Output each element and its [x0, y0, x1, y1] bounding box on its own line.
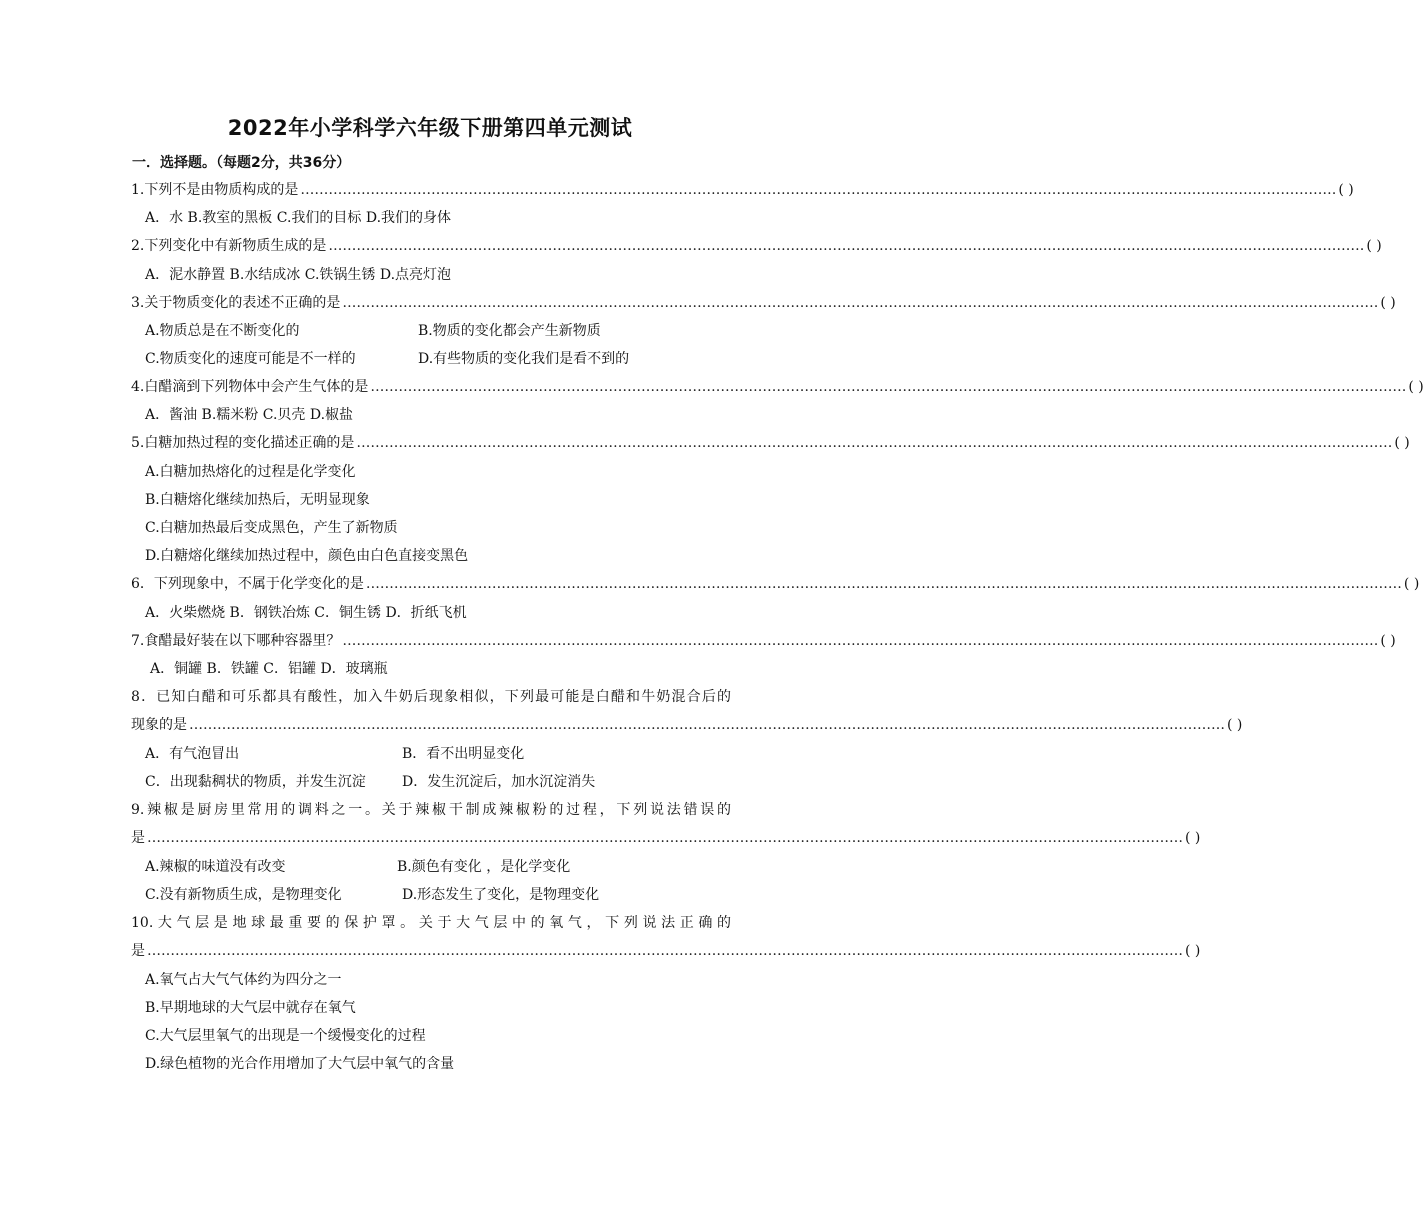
question-3-option-b: B.物质的变化都会产生新物质: [418, 323, 601, 339]
question-text: 现象的是: [131, 717, 187, 733]
question-9-option-d: D.形态发生了变化，是物理变化: [402, 887, 600, 903]
question-7-stem: [131, 631, 1396, 651]
leader-dots: ……………………………………………………………………………………………………………………………………………………………………………………………………: [328, 238, 1365, 254]
question-9-option-b: B.颜色有变化 ，是化学变化: [397, 859, 571, 875]
question-9-option-a: A.辣椒的味道没有改变: [145, 859, 286, 875]
question-9-option-c: C.没有新物质生成，是物理变化: [145, 887, 342, 903]
question-3-option-d: D.有些物质的变化我们是看不到的: [418, 351, 630, 367]
question-2-stem: [131, 236, 1382, 256]
question-8-option-a: A．有气泡冒出: [145, 746, 240, 762]
question-text: 1.下列不是由物质构成的是: [131, 182, 299, 198]
leader-dots: ……………………………………………………………………………………………………………………………………………………………………………………………………: [365, 576, 1402, 592]
section-heading: 一．选择题。（每题2分，共36分）: [132, 155, 351, 171]
question-8-option-b: B．看不出明显变化: [402, 746, 525, 762]
question-10-stem: [131, 941, 1201, 961]
question-text: 4.白醋滴到下列物体中会产生气体的是: [131, 379, 369, 395]
question-3-stem: [131, 293, 1396, 313]
question-6-stem: [131, 574, 1420, 594]
question-10-option-d: D.绿色植物的光合作用增加了大气层中氧气的含量: [145, 1056, 455, 1072]
leader-dots: ……………………………………………………………………………………………………………………………………………………………………………………………………: [370, 379, 1407, 395]
leader-dots: ……………………………………………………………………………………………………………………………………………………………………………………………………: [356, 435, 1393, 451]
answer-blank: ( ): [1338, 182, 1354, 198]
answer-blank: ( ): [1408, 379, 1424, 395]
question-text: 是: [131, 830, 145, 846]
question-5-option-a: A.白糖加热熔化的过程是化学变化: [145, 464, 356, 480]
answer-blank: ( ): [1185, 943, 1201, 959]
answer-blank: ( ): [1185, 830, 1201, 846]
answer-blank: ( ): [1380, 633, 1396, 649]
leader-dots: ……………………………………………………………………………………………………………………………………………………………………………………………………: [342, 295, 1379, 311]
question-text: 是: [131, 943, 145, 959]
answer-blank: ( ): [1403, 576, 1420, 592]
answer-blank: ( ): [1380, 295, 1396, 311]
question-5-option-d: D.白糖熔化继续加热过程中，颜色由白色直接变黑色: [145, 548, 469, 564]
answer-blank: ( ): [1366, 238, 1382, 254]
question-8-option-d: D．发生沉淀后，加水沉淀消失: [402, 774, 596, 790]
question-text: 3.关于物质变化的表述不正确的是: [131, 295, 341, 311]
question-6-options: A．火柴燃烧 B．钢铁冶炼 C．铜生锈 D．折纸飞机: [145, 605, 467, 621]
question-text: 5.白糖加热过程的变化描述正确的是: [131, 435, 355, 451]
question-3-option-c: C.物质变化的速度可能是不一样的: [145, 351, 356, 367]
question-7-options: A．铜罐 B．铁罐 C．铝罐 D．玻璃瓶: [150, 661, 388, 677]
exam-title: 2022年小学科学六年级下册第四单元测试: [227, 116, 633, 140]
question-4-stem: [131, 377, 1424, 397]
question-1-options: A．水 B.教室的黑板 C.我们的目标 D.我们的身体: [145, 210, 452, 226]
question-10-option-c: C.大气层里氧气的出现是一个缓慢变化的过程: [145, 1028, 426, 1044]
question-3-option-a: A.物质总是在不断变化的: [145, 323, 300, 339]
answer-blank: ( ): [1227, 717, 1243, 733]
leader-dots: ……………………………………………………………………………………………………………………………………………………………………………………………………: [147, 830, 1183, 846]
question-4-options: A．酱油 B.糯米粉 C.贝壳 D.椒盐: [145, 407, 354, 423]
question-text: 2.下列变化中有新物质生成的是: [131, 238, 327, 254]
question-8-stem-line1: 8．已知白醋和可乐都具有酸性，加入牛奶后现象相似，下列最可能是白醋和牛奶混合后的: [131, 689, 731, 705]
question-10-option-a: A.氧气占大气气体约为四分之一: [145, 972, 342, 988]
question-10-stem-line1: 10.大气层是地球最重要的保护罩。关于大气层中的氧气，下列说法正确的: [131, 915, 731, 931]
question-8-stem: [131, 715, 1243, 735]
question-8-option-c: C．出现黏稠状的物质，并发生沉淀: [145, 774, 366, 790]
question-5-stem: [131, 433, 1410, 453]
question-5-option-c: C.白糖加热最后变成黑色，产生了新物质: [145, 520, 398, 536]
leader-dots: ……………………………………………………………………………………………………………………………………………………………………………………………………: [189, 717, 1225, 733]
question-9-stem-line1: 9.辣椒是厨房里常用的调料之一。关于辣椒干制成辣椒粉的过程，下列说法错误的: [131, 802, 731, 818]
leader-dots: ……………………………………………………………………………………………………………………………………………………………………………………………………: [300, 182, 1337, 198]
leader-dots: ……………………………………………………………………………………………………………………………………………………………………………………………………: [147, 943, 1183, 959]
question-2-options: A．泥水静置 B.水结成冰 C.铁锅生锈 D.点亮灯泡: [145, 267, 452, 283]
question-9-stem: [131, 828, 1201, 848]
question-10-option-b: B.早期地球的大气层中就存在氧气: [145, 1000, 356, 1016]
answer-blank: ( ): [1394, 435, 1410, 451]
question-text: 6．下列现象中，不属于化学变化的是: [131, 576, 364, 592]
question-1-stem: [131, 180, 1354, 200]
question-text: 7.食醋最好装在以下哪种容器里？: [131, 633, 341, 649]
question-5-option-b: B.白糖熔化继续加热后，无明显现象: [145, 492, 370, 508]
leader-dots: ……………………………………………………………………………………………………………………………………………………………………………………………………: [342, 633, 1379, 649]
